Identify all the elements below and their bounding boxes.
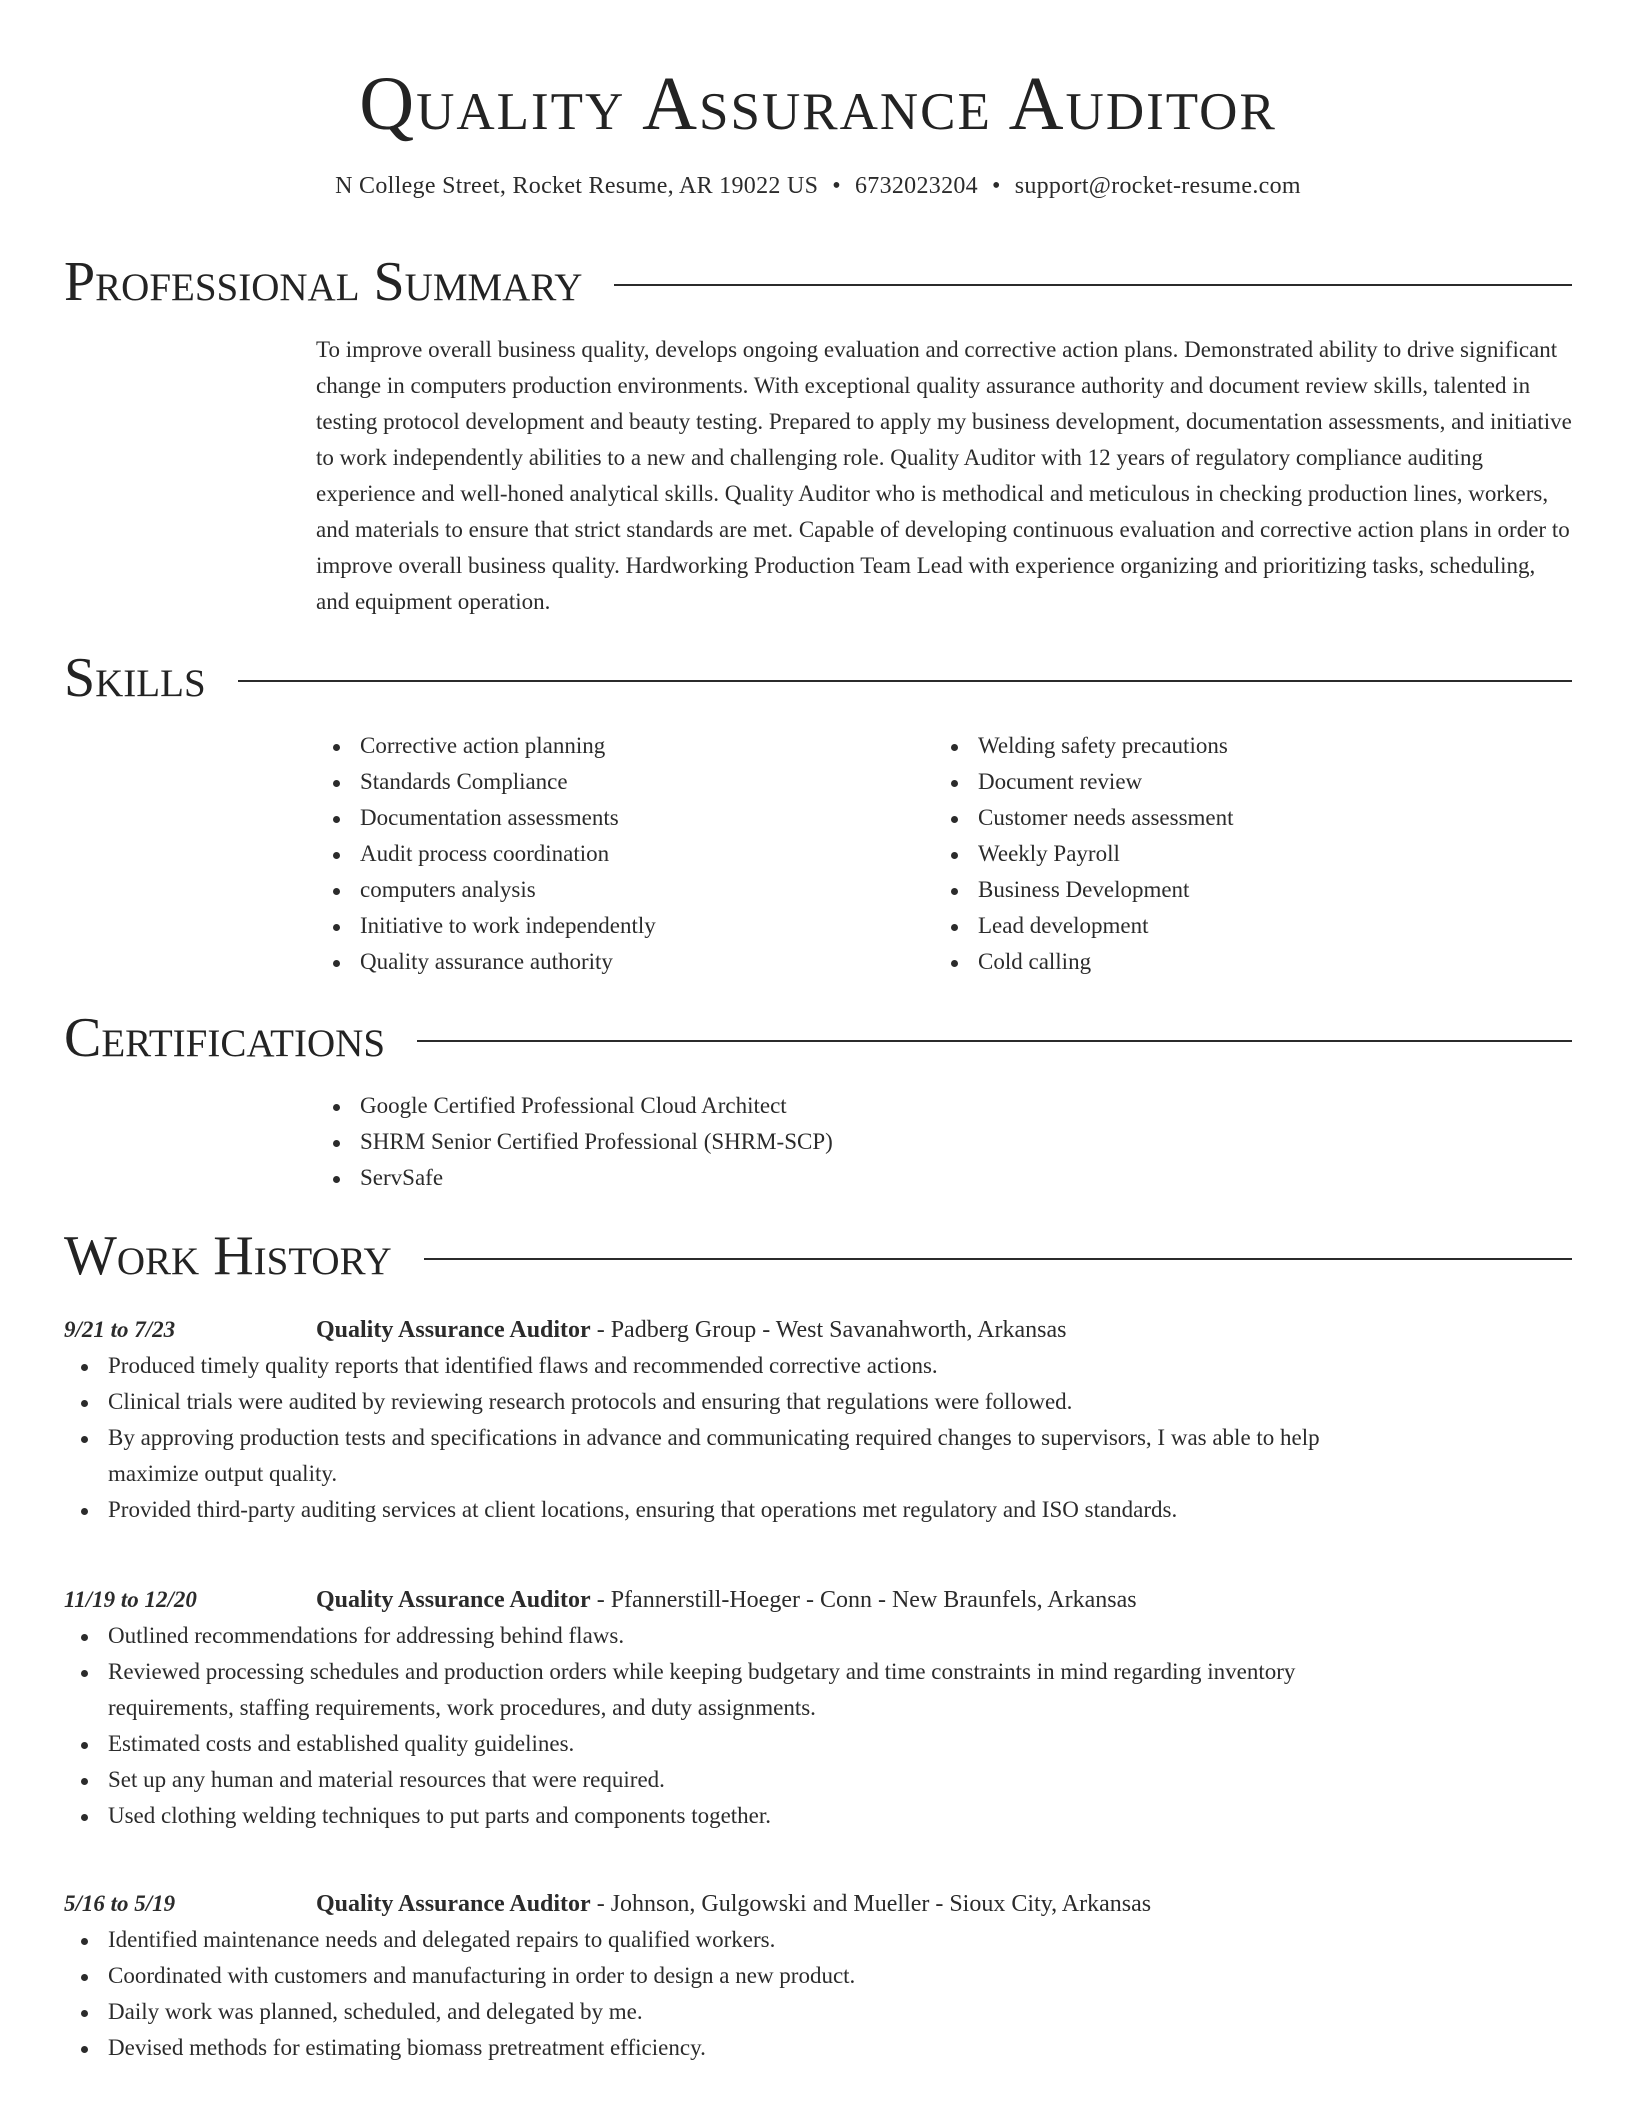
contact-phone: 6732023204 — [854, 173, 978, 199]
work-history-section — [64, 1226, 1572, 1286]
certifications-list-wrap — [316, 1088, 1572, 1196]
skill-item: Cold calling — [934, 944, 1552, 980]
contact-email[interactable]: support@rocket-resume.com — [1014, 173, 1301, 199]
skill-item: Quality assurance authority — [316, 944, 934, 980]
job-role: Quality Assurance Auditor — [316, 1317, 591, 1343]
work-history-heading — [64, 1226, 1572, 1286]
job-entry — [64, 1312, 1572, 1528]
job-duties — [64, 1348, 1320, 1528]
job-heading — [316, 1312, 1572, 1348]
certifications-heading — [64, 1008, 1572, 1068]
section-divider — [614, 284, 1572, 286]
job-duty: By approving production tests and specifications in advance and communicating required changes to supervisors, I was able to help maximize output quality. — [64, 1420, 1320, 1492]
job-duty: Clinical trials were audited by reviewing research protocols and ensuring that regulations were followed. — [64, 1384, 1320, 1420]
contact-separator: • — [832, 173, 841, 199]
job-duties — [64, 1922, 1320, 2066]
job-duty: Coordinated with customers and manufacturing in order to design a new product. — [64, 1958, 1320, 1994]
job-role: Quality Assurance Auditor — [316, 1587, 591, 1613]
job-duty: Daily work was planned, scheduled, and delegated by me. — [64, 1994, 1320, 2030]
job-duty: Used clothing welding techniques to put parts and components together. — [64, 1798, 1320, 1834]
work-history-title: Work History — [64, 1225, 392, 1287]
section-divider — [424, 1258, 1572, 1260]
resume-name: Quality Assurance Auditor — [359, 62, 1277, 146]
section-divider — [417, 1040, 1572, 1042]
skill-item: Initiative to work independently — [316, 908, 934, 944]
contact-line — [64, 170, 1572, 202]
skills-title: Skills — [64, 647, 206, 709]
summary-text: To improve overall business quality, develops ongoing evaluation and corrective action plans. Demonstrated ability to drive significant change in computers production environments. With exceptional quality assurance authority and document review skills, talented in testing protocol development and beauty testing. Prepared to apply my business development, documentation assessments, and initiative to work independently abilities to a new and challenging role. Quality Auditor with 12 years of regulatory compliance auditing experience and well-honed analytical skills. Quality Auditor who is methodical and meticulous in checking production lines, workers, and materials to ensure that strict standards are met. Capable of developing continuous evaluation and corrective action plans in order to improve overall business quality. Hardworking Production Team Lead with experience organizing and prioritizing tasks, scheduling, and equipment operation. — [316, 337, 1572, 614]
skill-item: Customer needs assessment — [934, 800, 1552, 836]
contact-separator: • — [991, 173, 1001, 199]
skill-item: Weekly Payroll — [934, 836, 1552, 872]
certifications-section — [64, 1008, 1572, 1196]
summary-title: Professional Summary — [64, 251, 583, 313]
skill-item: Documentation assessments — [316, 800, 934, 836]
job-duty: Reviewed processing schedules and production orders while keeping budgetary and time constraints in mind regarding inventory requirements, staffing requirements, work procedures, and duty assignments. — [64, 1654, 1320, 1726]
skill-item: Welding safety precautions — [934, 728, 1552, 764]
job-duty: Provided third-party auditing services at client locations, ensuring that operations met regulatory and ISO standards. — [64, 1492, 1320, 1528]
skills-section — [64, 648, 1572, 980]
skill-item: Document review — [934, 764, 1552, 800]
section-divider — [238, 680, 1572, 682]
job-duty: Devised methods for estimating biomass pretreatment efficiency. — [64, 2030, 1320, 2066]
job-duty: Identified maintenance needs and delegated repairs to qualified workers. — [64, 1922, 1320, 1958]
skill-item: Standards Compliance — [316, 764, 934, 800]
job-duty: Produced timely quality reports that identified flaws and recommended corrective actions. — [64, 1348, 1320, 1384]
job-heading — [316, 1582, 1572, 1618]
skill-item: Corrective action planning — [316, 728, 934, 764]
skills-list-left — [316, 728, 934, 980]
job-duty: Estimated costs and established quality guidelines. — [64, 1726, 1320, 1762]
job-dates: 5/16 to 5/19 — [64, 1891, 176, 1916]
job-dates: 9/21 to 7/23 — [64, 1317, 176, 1342]
summary-heading — [64, 252, 1572, 312]
summary-section — [64, 252, 1572, 620]
job-details: - Padberg Group - West Savanahworth, Arkansas — [590, 1317, 1067, 1343]
job-entry — [64, 1886, 1572, 2066]
certifications-title: Certifications — [64, 1007, 386, 1069]
job-role: Quality Assurance Auditor — [316, 1891, 591, 1917]
skill-item: Audit process coordination — [316, 836, 934, 872]
skill-item: Lead development — [934, 908, 1552, 944]
job-duty: Set up any human and material resources that were required. — [64, 1762, 1320, 1798]
skill-item: computers analysis — [316, 872, 934, 908]
job-dates: 11/19 to 12/20 — [64, 1587, 197, 1612]
job-entry — [64, 1582, 1572, 1834]
job-duties — [64, 1618, 1320, 1834]
certifications-list — [316, 1088, 1572, 1196]
skills-heading — [64, 648, 1572, 708]
certification-item: ServSafe — [316, 1160, 1572, 1196]
certification-item: SHRM Senior Certified Professional (SHRM-SCP) — [316, 1124, 1572, 1160]
skill-item: Business Development — [934, 872, 1552, 908]
certification-item: Google Certified Professional Cloud Architect — [316, 1088, 1572, 1124]
job-details: - Johnson, Gulgowski and Mueller - Sioux City, Arkansas — [590, 1891, 1152, 1917]
job-details: - Pfannerstill-Hoeger - Conn - New Braunfels, Arkansas — [590, 1587, 1137, 1613]
skills-grid — [316, 728, 1572, 980]
skills-list-right — [934, 728, 1552, 980]
job-duty: Outlined recommendations for addressing behind flaws. — [64, 1618, 1320, 1654]
resume-page — [64, 0, 1572, 2060]
contact-address: N College Street, Rocket Resume, AR 19022 US — [335, 173, 819, 199]
job-heading — [316, 1886, 1572, 1922]
